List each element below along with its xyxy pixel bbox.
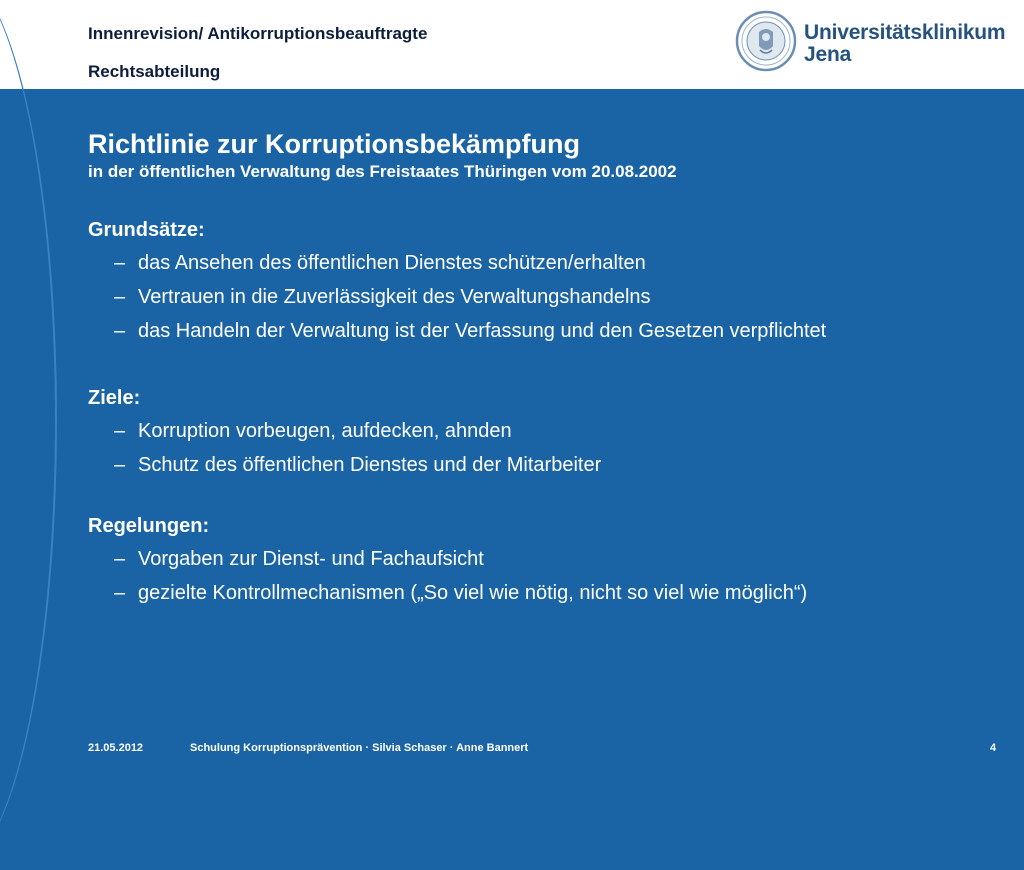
section-heading: Ziele: <box>88 387 141 409</box>
slide-title: Richtlinie zur Korruptionsbekämpfung <box>88 129 581 159</box>
section-goals <box>88 385 988 477</box>
list-item <box>88 547 928 571</box>
bullet-list <box>88 251 988 343</box>
slide-content <box>88 128 988 615</box>
footer-date: 21.05.2012 <box>88 742 144 754</box>
section-principles <box>88 217 988 343</box>
slide-subtitle: in der öffentlichen Verwaltung des Freistaates Thüringen vom 20.08.2002 <box>88 162 677 181</box>
section-regulations <box>88 513 988 605</box>
footer-presentation-info: Schulung Korruptionsprävention · Silvia Schaser · Anne Bannert <box>190 742 529 754</box>
list-item-text: gezielte Kontrollmechanismen („So viel wie nötig, nicht so viel wie möglich“) <box>138 582 808 604</box>
list-item <box>88 419 928 443</box>
list-item <box>88 581 928 605</box>
section-heading: Regelungen: <box>88 515 210 537</box>
university-logo <box>735 10 1015 72</box>
logo-text-city: Jena <box>804 43 852 66</box>
bullet-dash: – <box>114 582 126 604</box>
header-department: Innenrevision/ Antikorruptionsbeauftragte <box>88 24 428 43</box>
bullet-dash: – <box>114 454 126 476</box>
slide-footer <box>0 738 1024 758</box>
list-item-text: das Handeln der Verwaltung ist der Verfassung und den Gesetzen verpflichtet <box>138 320 827 342</box>
university-seal-icon <box>735 10 797 72</box>
list-item-text: Vertrauen in die Zuverlässigkeit des Verwaltungshandelns <box>138 286 651 308</box>
bullet-dash: – <box>114 320 126 342</box>
slide-header <box>0 0 1024 89</box>
list-item <box>88 453 928 477</box>
section-heading: Grundsätze: <box>88 219 205 241</box>
bullet-dash: – <box>114 420 126 442</box>
bullet-dash: – <box>114 252 126 274</box>
bullet-list <box>88 547 988 605</box>
list-item-text: Schutz des öffentlichen Dienstes und der Mitarbeiter <box>138 454 602 476</box>
header-subdepartment: Rechtsabteilung <box>88 62 221 81</box>
page-number: 4 <box>990 742 997 754</box>
list-item-text: Vorgaben zur Dienst- und Fachaufsicht <box>138 548 484 570</box>
list-item-text: das Ansehen des öffentlichen Dienstes schützen/erhalten <box>138 252 646 274</box>
list-item <box>88 319 928 343</box>
bullet-dash: – <box>114 548 126 570</box>
logo-text-university: Universitätsklinikum <box>804 21 1006 44</box>
list-item <box>88 251 928 275</box>
bullet-dash: – <box>114 286 126 308</box>
list-item <box>88 285 928 309</box>
bullet-list <box>88 419 988 477</box>
list-item-text: Korruption vorbeugen, aufdecken, ahnden <box>138 420 512 442</box>
